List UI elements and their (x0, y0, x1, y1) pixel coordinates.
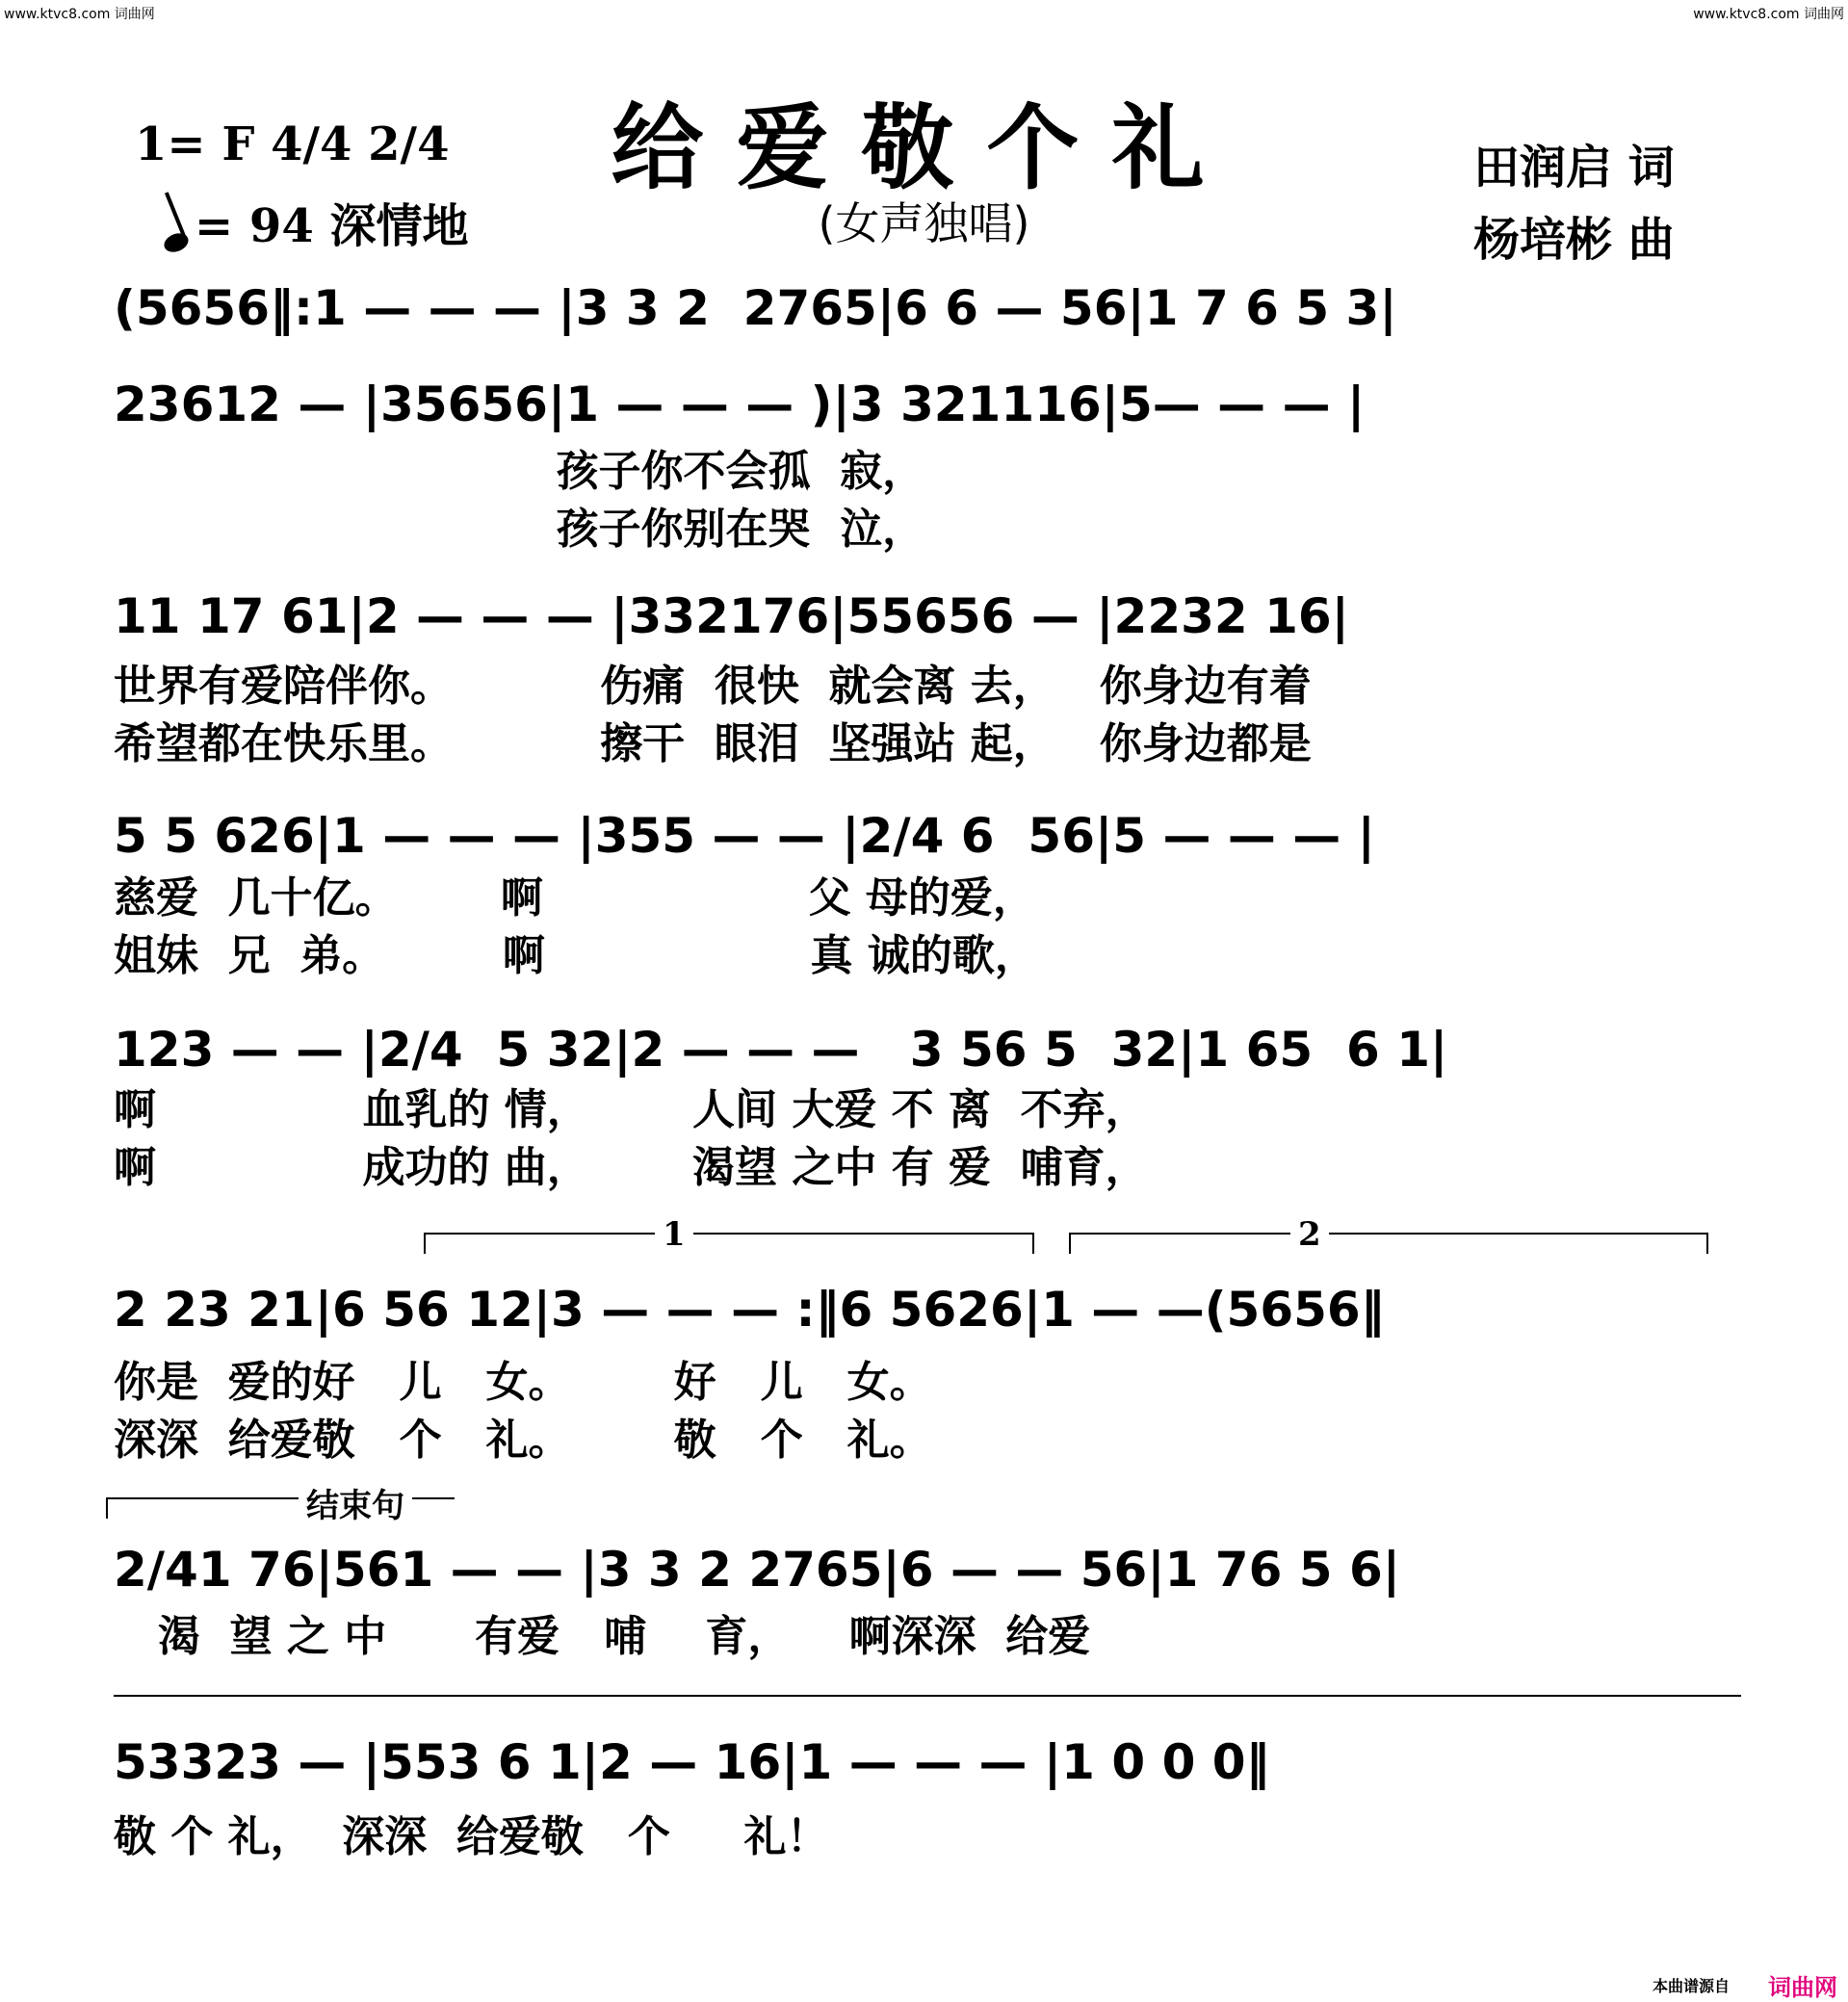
volta-label-2: 2 (1290, 1215, 1329, 1254)
lyrics-line-3-verse-1: 世界有爱陪伴你。 伤痛 很快 就会离 去， 你身边有着 (114, 662, 1312, 711)
footer-source-text: 本曲谱源自 (1653, 1977, 1731, 1995)
composer-credit: 杨培彬 曲 (1473, 213, 1675, 267)
footer-site-logo: 词曲网 (1768, 1974, 1837, 2001)
score-line-4: 5 5 626|1 — — — |355 — — |2/4 6 56|5 — — — | (114, 808, 1375, 864)
tempo-text: = 94 深情地 (195, 199, 469, 253)
watermark-right: www.ktvc8.com 词曲网 (1693, 7, 1844, 22)
score-line-8: 53323 — |553 6 1|2 — 16|1 — — — |1 0 0 0‖ (114, 1734, 1270, 1790)
volta-label-1: 1 (655, 1215, 693, 1254)
score-line-1: (5656‖:1 — — — |3 3 2 2765|6 6 — 56|1 7 6 5 3| (114, 280, 1397, 336)
score-line-7: 2/41 76|561 — — |3 3 2 2765|6 — — 56|1 76 5 6| (114, 1542, 1401, 1598)
score-line-3: 11 17 61|2 — — — |332176|55656 — |2232 16| (114, 588, 1349, 644)
lyrics-line-8: 敬 个 礼， 深深 给爱敬 个 礼！ (114, 1812, 829, 1861)
score-line-2: 23612 — |35656|1 — — — )|3 321116|5— — — | (114, 377, 1366, 432)
tempo-marking (164, 189, 468, 255)
lyrics-line-6-verse-1: 你是 爱的好 儿 女。 好 儿 女。 (114, 1358, 932, 1407)
key-signature: 1= F 4/4 2/4 (135, 117, 450, 171)
lyrics-line-4-verse-1: 慈爱 几十亿。 啊 父 母的爱， (114, 873, 1035, 923)
lyrics-line-3-verse-2: 希望都在快乐里。 擦干 眼泪 坚强站 起， 你身边都是 (114, 719, 1312, 768)
ending-label: 结束句 (299, 1479, 412, 1526)
volta-bracket-2 (1069, 1233, 1708, 1254)
lyrics-line-7: 渴 望 之 中 有爱 哺 育， 啊深深 给爱 (114, 1612, 1091, 1661)
lyrics-line-4-verse-2: 姐妹 兄 弟。 啊 真 诚的歌， (114, 931, 1037, 980)
quarter-note-icon (162, 230, 192, 255)
volta-bracket-1 (424, 1233, 1034, 1254)
lyrics-line-5-verse-1: 啊 血乳的 情， 人间 大爱 不 离 不弃， (114, 1085, 1148, 1134)
score-line-5: 123 — — |2/4 5 32|2 — — — 3 56 5 32|1 65 6 1| (114, 1022, 1448, 1078)
lyrics-line-2-verse-1: 孩子你不会孤 寂， (114, 447, 925, 496)
ending-bracket-continuation (114, 1695, 1741, 1716)
watermark-left: www.ktvc8.com 词曲网 (4, 7, 155, 22)
song-title: 给爱敬个礼 (611, 93, 1237, 202)
score-line-6: 2 23 21|6 56 12|3 — — — :‖6 5626|1 — —(5656‖ (114, 1282, 1385, 1338)
lyricist-credit: 田润启 词 (1473, 141, 1675, 195)
lyrics-line-6-verse-2: 深深 给爱敬 个 礼。 敬 个 礼。 (114, 1416, 932, 1465)
lyrics-line-2-verse-2: 孩子你别在哭 泣， (114, 505, 925, 554)
lyrics-line-5-verse-2: 啊 成功的 曲， 渴望 之中 有 爱 哺育， (114, 1143, 1148, 1192)
song-subtitle: (女声独唱) (818, 197, 1030, 249)
